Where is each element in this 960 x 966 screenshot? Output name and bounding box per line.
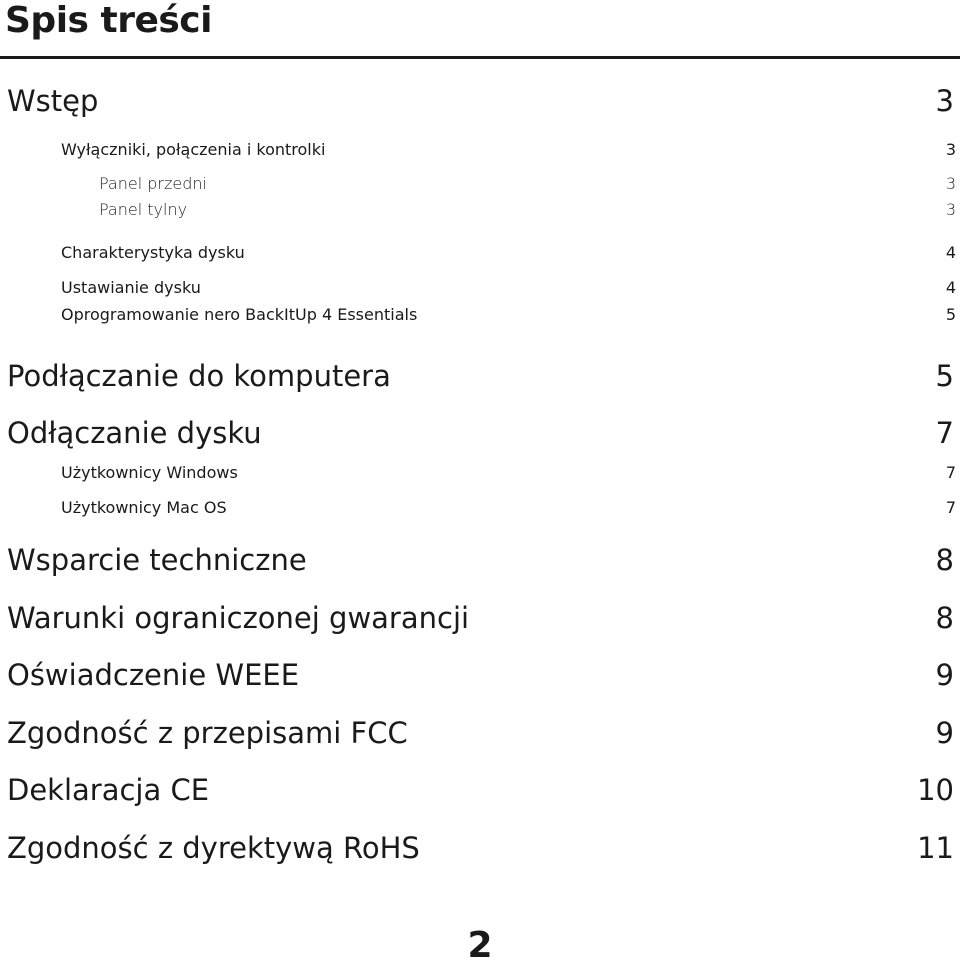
toc-entry-label: Panel przedni <box>99 174 207 193</box>
toc-entry-label: Wyłączniki, połączenia i kontrolki <box>61 140 326 159</box>
toc-entry-label: Użytkownicy Windows <box>61 463 238 482</box>
toc-entry-page: 7 <box>935 416 954 450</box>
toc-entry-warunki[interactable] <box>0 601 960 635</box>
toc-entry-page: 9 <box>935 716 954 750</box>
toc-entry-page: 4 <box>945 278 956 297</box>
toc-entry-wylaczniki[interactable] <box>0 140 960 160</box>
toc-entry-ustawianie[interactable] <box>0 278 960 298</box>
toc-entry-weee[interactable] <box>0 658 960 692</box>
title-divider <box>0 56 960 59</box>
toc-entry-rohs[interactable] <box>0 831 960 865</box>
toc-entry-page: 9 <box>935 658 954 692</box>
toc-entry-label: Zgodność z dyrektywą RoHS <box>7 831 420 865</box>
toc-entry-label: Wstęp <box>7 84 99 118</box>
toc-entry-page: 5 <box>945 305 956 324</box>
toc-entry-page: 8 <box>935 601 954 635</box>
toc-entry-fcc[interactable] <box>0 716 960 750</box>
toc-entry-label: Oświadczenie WEEE <box>7 658 300 692</box>
toc-entry-label: Zgodność z przepisami FCC <box>7 716 408 750</box>
toc-entry-label: Odłączanie dysku <box>7 416 262 450</box>
toc-entry-page: 8 <box>935 543 954 577</box>
toc-entry-label: Ustawianie dysku <box>61 278 201 297</box>
toc-entry-label: Wsparcie techniczne <box>7 543 307 577</box>
page-number: 2 <box>467 925 493 966</box>
toc-entry-label: Deklaracja CE <box>7 773 210 807</box>
toc-entry-wsparcie[interactable] <box>0 543 960 577</box>
toc-entry-page: 7 <box>945 498 956 517</box>
toc-entry-label: Oprogramowanie nero BackItUp 4 Essentials <box>61 305 418 324</box>
toc-entry-label: Charakterystyka dysku <box>61 243 245 262</box>
toc-entry-label: Warunki ograniczonej gwarancji <box>7 601 470 635</box>
toc-entry-page: 3 <box>935 84 954 118</box>
toc-entry-uzytkownicy-windows[interactable] <box>0 463 960 483</box>
toc-entry-oprogramowanie[interactable] <box>0 305 960 325</box>
toc-entry-label: Użytkownicy Mac OS <box>61 498 227 517</box>
toc-entry-page: 10 <box>917 773 954 807</box>
toc-entry-ce[interactable] <box>0 773 960 807</box>
toc-entry-label: Panel tylny <box>99 200 188 219</box>
toc-entry-page: 3 <box>945 200 956 219</box>
toc-entry-uzytkownicy-mac[interactable] <box>0 498 960 518</box>
toc-entry-charakterystyka[interactable] <box>0 243 960 263</box>
toc-entry-page: 3 <box>945 140 956 159</box>
toc-entry-podlaczanie[interactable] <box>0 359 960 393</box>
toc-entry-page: 3 <box>945 174 956 193</box>
toc-entry-label: Podłączanie do komputera <box>7 359 391 393</box>
toc-entry-odlaczanie[interactable] <box>0 416 960 450</box>
toc-entry-page: 11 <box>917 831 954 865</box>
page-title: Spis treści <box>5 0 212 41</box>
toc-entry-page: 4 <box>945 243 956 262</box>
toc-entry-page: 5 <box>935 359 954 393</box>
toc-entry-panel-przedni[interactable] <box>0 174 960 194</box>
toc-entry-page: 7 <box>945 463 956 482</box>
toc-entry-wstep[interactable] <box>0 84 960 118</box>
toc-entry-panel-tylny[interactable] <box>0 200 960 220</box>
